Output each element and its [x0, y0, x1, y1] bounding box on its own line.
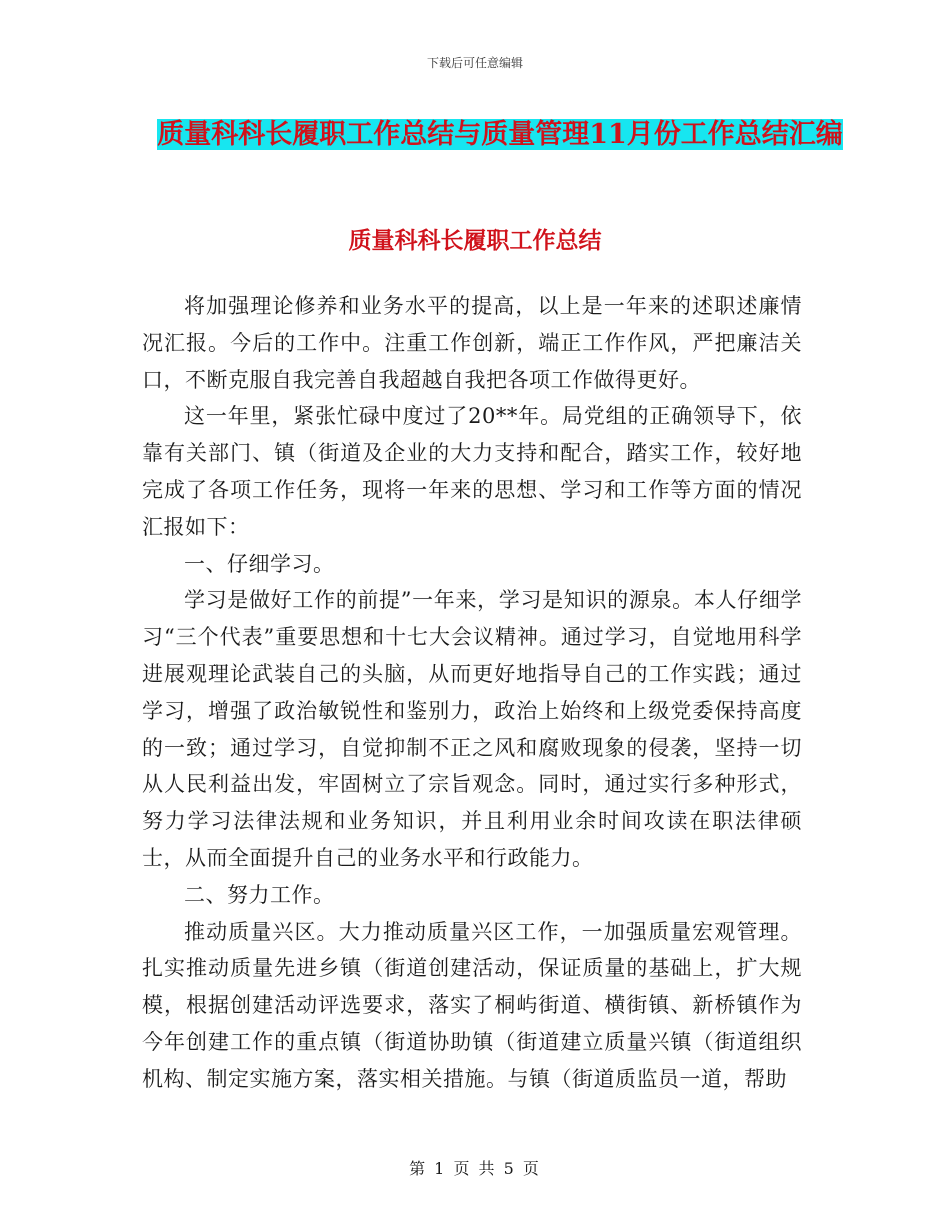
document-title [140, 112, 860, 157]
page-footer: 第 1 页 共 5 页 [409, 1159, 541, 1178]
paragraph: 将加强理论修养和业务水平的提高，以上是一年来的述职述廉情况汇报。今后的工作中。注重工作创新，端正工作作风，严把廉洁关口，不断克服自我完善自我超越自我把各项工作做得更好。 [142, 294, 802, 392]
header-note: 下载后可任意编辑 [426, 56, 523, 70]
paragraph: 推动质量兴区。大力推动质量兴区工作，一加强质量宏观管理。扎实推动质量先进乡镇（街道创建活动，保证质量的基础上，扩大规模，根据创建活动评选要求，落实了桐屿街道、横街镇、新桥镇作为今年创建工作的重点镇（街道协助镇（街道建立质量兴镇（街道组织机构、制定实施方案，落实相关措施。与镇（街道质监员一道，帮助 [142, 919, 802, 1091]
paragraph: 学习是做好工作的前提”一年来，学习是知识的源泉。本人仔细学习“三个代表”重要思想和十七大会议精神。通过学习，自觉地用科学进展观理论武装自己的头脑，从而更好地指导自己的工作实践；通过学习，增强了政治敏锐性和鉴别力，政治上始终和上级党委保持高度的一致；通过学习，自觉抑制不正之风和腐败现象的侵袭，坚持一切从人民利益出发，牢固树立了宗旨观念。同时，通过实行多种形式，努力学习法律法规和业务知识，并且利用业余时间攻读在职法律硕士，从而全面提升自己的业务水平和行政能力。 [142, 588, 802, 870]
document-title-text: 质量科科长履职工作总结与质量管理11月份工作总结汇编 [157, 119, 843, 150]
paragraph: 这一年里，紧张忙碌中度过了20**年。局党组的正确领导下，依靠有关部门、镇（街道及企业的大力支持和配合，踏实工作，较好地完成了各项工作任务，现将一年来的思想、学习和工作等方面的情况汇报如下： [142, 404, 802, 539]
document-body [142, 288, 802, 1098]
section-title: 质量科科长履职工作总结 [348, 227, 602, 254]
paragraph-heading: 一、仔细学习。 [184, 551, 335, 576]
paragraph-heading: 二、努力工作。 [184, 882, 335, 907]
